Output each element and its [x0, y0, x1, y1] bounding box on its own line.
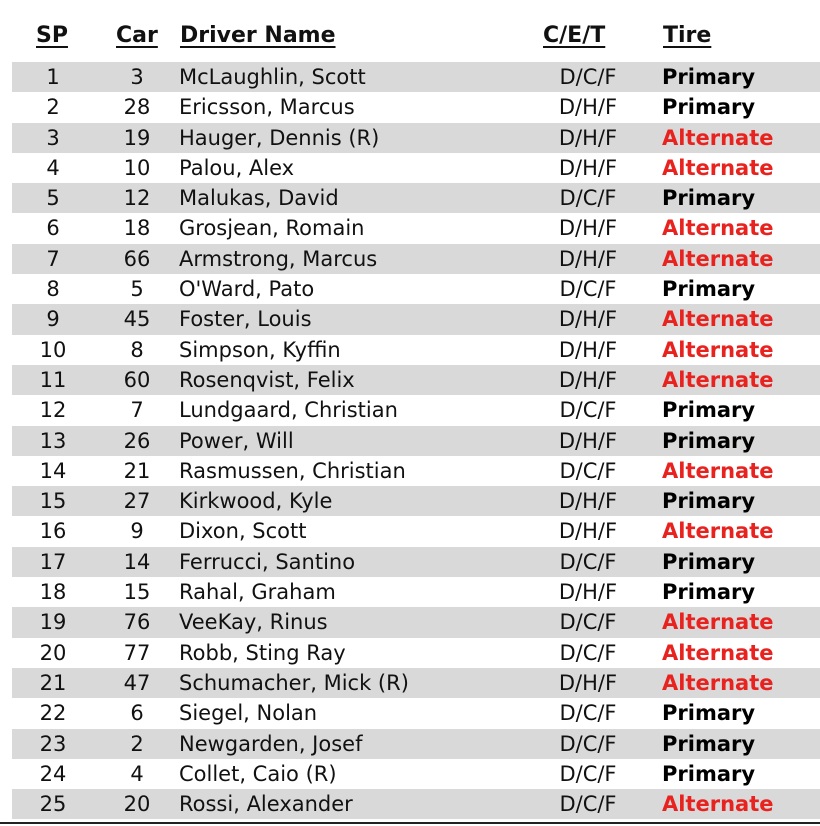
cell-sp: 17: [39, 549, 67, 574]
cell-driver-name: Grosjean, Romain: [179, 216, 365, 241]
cell-cet: D/H/F: [558, 216, 618, 241]
header-driver-name: Driver Name: [180, 23, 336, 48]
cell-driver-name: Dixon, Scott: [179, 519, 307, 544]
cell-cet: D/H/F: [558, 125, 618, 150]
cell-tire: Alternate: [662, 125, 774, 150]
cell-car: 26: [123, 428, 151, 453]
cell-sp: 23: [39, 731, 67, 756]
cell-driver-name: Collet, Caio (R): [179, 761, 337, 786]
table-row: [12, 486, 820, 516]
cell-car: 60: [123, 367, 151, 392]
cell-tire: Alternate: [662, 246, 774, 271]
cell-tire: Alternate: [662, 640, 774, 665]
cell-cet: D/C/F: [559, 398, 617, 423]
cell-driver-name: Ericsson, Marcus: [179, 95, 355, 120]
cell-sp: 3: [46, 125, 60, 150]
cell-sp: 16: [39, 519, 67, 544]
cell-tire: Primary: [662, 65, 756, 89]
table-row: [12, 729, 820, 759]
cell-car: 4: [130, 761, 144, 786]
cell-car: 14: [123, 549, 151, 574]
cell-tire: Primary: [662, 731, 756, 756]
cell-tire: Alternate: [662, 155, 774, 180]
cell-cet: D/C/F: [559, 610, 617, 635]
table-row: [12, 759, 820, 789]
header-cet: C/E/T: [543, 23, 606, 48]
cell-tire: Primary: [662, 186, 756, 211]
cell-sp: 8: [46, 277, 60, 302]
cell-cet: D/H/F: [558, 155, 618, 180]
cell-driver-name: Malukas, David: [179, 186, 339, 211]
cell-sp: 19: [39, 610, 67, 635]
cell-car: 3: [130, 65, 144, 89]
cell-cet: D/C/F: [559, 792, 617, 817]
cell-sp: 7: [46, 246, 60, 271]
table-row: [12, 395, 820, 425]
cell-car: 8: [130, 337, 144, 362]
cell-car: 21: [123, 458, 151, 483]
cell-car: 45: [123, 307, 151, 332]
cell-car: 10: [123, 155, 151, 180]
cell-sp: 6: [46, 216, 60, 241]
cell-cet: D/C/F: [559, 640, 617, 665]
cell-car: 28: [123, 95, 151, 120]
cell-tire: Primary: [662, 95, 756, 120]
cell-driver-name: Foster, Louis: [179, 307, 312, 332]
cell-cet: D/H/F: [558, 580, 618, 605]
cell-sp: 21: [39, 670, 67, 695]
cell-tire: Alternate: [662, 670, 774, 695]
table-row: [12, 183, 820, 213]
cell-cet: D/C/F: [559, 549, 617, 574]
cell-sp: 15: [39, 489, 67, 514]
cell-sp: 10: [39, 337, 67, 362]
cell-sp: 2: [46, 95, 60, 120]
cell-cet: D/C/F: [559, 186, 617, 211]
cell-car: 66: [123, 246, 151, 271]
cell-sp: 24: [39, 761, 67, 786]
cell-sp: 14: [39, 458, 67, 483]
cell-driver-name: Kirkwood, Kyle: [179, 489, 333, 514]
cell-cet: D/H/F: [558, 670, 618, 695]
cell-car: 9: [130, 519, 144, 544]
table-row: [12, 577, 820, 607]
cell-driver-name: Simpson, Kyffin: [179, 337, 341, 362]
cell-sp: 18: [39, 580, 67, 605]
cell-driver-name: Lundgaard, Christian: [179, 398, 398, 423]
cell-car: 47: [123, 670, 151, 695]
table-row: [12, 365, 820, 395]
cell-cet: D/C/F: [559, 277, 617, 302]
cell-car: 76: [123, 610, 151, 635]
table-row: [12, 698, 820, 728]
cell-sp: 9: [46, 307, 60, 332]
cell-sp: 13: [39, 428, 67, 453]
cell-driver-name: Power, Will: [179, 428, 294, 453]
cell-cet: D/C/F: [559, 701, 617, 726]
cell-cet: D/C/F: [559, 65, 617, 89]
table-row: [12, 456, 820, 486]
table-row: [12, 92, 820, 122]
cell-car: 77: [123, 640, 151, 665]
cell-car: 6: [130, 701, 144, 726]
table-row: [12, 638, 820, 668]
cell-tire: Alternate: [662, 458, 774, 483]
cell-car: 5: [130, 277, 144, 302]
cell-driver-name: Rasmussen, Christian: [179, 458, 406, 483]
cell-tire: Alternate: [662, 792, 774, 817]
cell-cet: D/H/F: [558, 307, 618, 332]
cell-driver-name: Schumacher, Mick (R): [179, 670, 409, 695]
cell-car: 15: [123, 580, 151, 605]
cell-car: 18: [123, 216, 151, 241]
cell-tire: Alternate: [662, 307, 774, 332]
cell-driver-name: Robb, Sting Ray: [179, 640, 346, 665]
table-row: [12, 123, 820, 153]
cell-tire: Primary: [662, 701, 756, 726]
table-row: [12, 304, 820, 334]
table-row: [12, 426, 820, 456]
cell-car: 27: [123, 489, 151, 514]
cell-car: 12: [123, 186, 151, 211]
cell-tire: Alternate: [662, 367, 774, 392]
cell-sp: 20: [39, 640, 67, 665]
cell-driver-name: Siegel, Nolan: [179, 701, 318, 726]
cell-driver-name: Armstrong, Marcus: [179, 246, 378, 271]
cell-driver-name: Hauger, Dennis (R): [179, 125, 380, 150]
cell-car: 7: [130, 398, 144, 423]
cell-sp: 22: [39, 701, 67, 726]
cell-tire: Primary: [662, 489, 756, 514]
cell-car: 19: [123, 125, 151, 150]
cell-cet: D/H/F: [558, 367, 618, 392]
cell-cet: D/H/F: [558, 337, 618, 362]
table-body: [12, 62, 820, 819]
cell-car: 20: [123, 792, 151, 817]
table-row: [12, 516, 820, 546]
table-row: [12, 244, 820, 274]
table-row: [12, 547, 820, 577]
table-header: [0, 18, 820, 58]
cell-driver-name: McLaughlin, Scott: [179, 65, 366, 89]
cell-tire: Primary: [662, 428, 756, 453]
cell-driver-name: Rahal, Graham: [179, 580, 336, 605]
cell-tire: Alternate: [662, 610, 774, 635]
table-row: [12, 668, 820, 698]
cell-cet: D/H/F: [558, 489, 618, 514]
cell-tire: Alternate: [662, 519, 774, 544]
table-row: [12, 335, 820, 365]
header-tire: Tire: [663, 23, 712, 48]
cell-sp: 12: [39, 398, 67, 423]
table-row: [12, 153, 820, 183]
cell-tire: Alternate: [662, 216, 774, 241]
cell-cet: D/C/F: [559, 761, 617, 786]
cell-sp: 25: [39, 792, 67, 817]
cell-sp: 4: [46, 155, 60, 180]
cell-driver-name: Rossi, Alexander: [179, 792, 353, 817]
cell-cet: D/H/F: [558, 95, 618, 120]
cell-sp: 1: [46, 65, 60, 89]
cell-sp: 11: [39, 367, 67, 392]
cell-driver-name: VeeKay, Rinus: [179, 610, 328, 635]
cell-cet: D/C/F: [559, 458, 617, 483]
cell-driver-name: O'Ward, Pato: [179, 277, 315, 302]
table-row: [12, 62, 820, 92]
table-row: [12, 607, 820, 637]
cell-driver-name: Palou, Alex: [179, 155, 295, 180]
cell-cet: D/H/F: [558, 428, 618, 453]
table-row: [12, 274, 820, 304]
bottom-divider: [0, 822, 820, 824]
cell-cet: D/C/F: [559, 731, 617, 756]
cell-tire: Primary: [662, 580, 756, 605]
cell-cet: D/H/F: [558, 246, 618, 271]
header-sp: SP: [36, 23, 68, 48]
cell-cet: D/H/F: [558, 519, 618, 544]
cell-sp: 5: [46, 186, 60, 211]
table-row: [12, 789, 820, 819]
cell-driver-name: Newgarden, Josef: [179, 731, 363, 756]
cell-driver-name: Rosenqvist, Felix: [179, 367, 355, 392]
cell-tire: Primary: [662, 277, 756, 302]
header-car: Car: [116, 23, 158, 48]
cell-tire: Primary: [662, 549, 756, 574]
cell-tire: Alternate: [662, 337, 774, 362]
cell-driver-name: Ferrucci, Santino: [179, 549, 356, 574]
cell-tire: Primary: [662, 398, 756, 423]
cell-tire: Primary: [662, 761, 756, 786]
cell-car: 2: [130, 731, 144, 756]
table-row: [12, 213, 820, 243]
